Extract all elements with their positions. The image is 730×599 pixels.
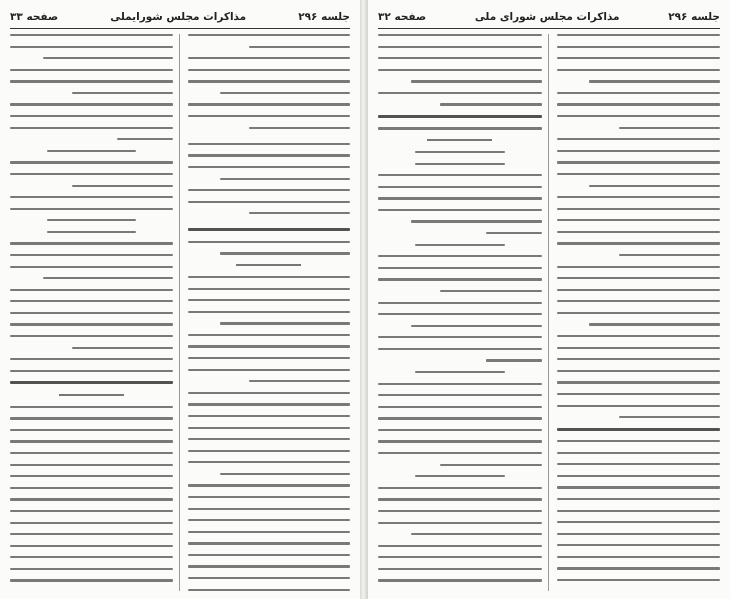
left-page: [0, 0, 360, 599]
left-session-number: جلسه ۲۹۶: [298, 11, 350, 23]
left-page-column-right: [188, 34, 351, 591]
right-page-column-left: [378, 34, 549, 591]
left-page-body: [10, 34, 350, 591]
right-page-number: صفحه ۳۲: [378, 11, 427, 23]
left-page-number: صفحه ۳۳: [10, 11, 59, 23]
left-page-title: مذاکرات مجلس شورایملی: [110, 11, 247, 23]
right-session-number: جلسه ۲۹۶: [668, 11, 720, 23]
left-page-column-left: [10, 34, 180, 591]
left-page-header: [10, 8, 350, 29]
book-gutter: [360, 0, 368, 599]
right-page-body: [378, 34, 720, 591]
right-page: [368, 0, 730, 599]
right-page-title: مذاکرات مجلس شورای ملی: [474, 11, 620, 23]
right-page-header: [378, 8, 720, 29]
right-page-column-right: [557, 34, 721, 591]
